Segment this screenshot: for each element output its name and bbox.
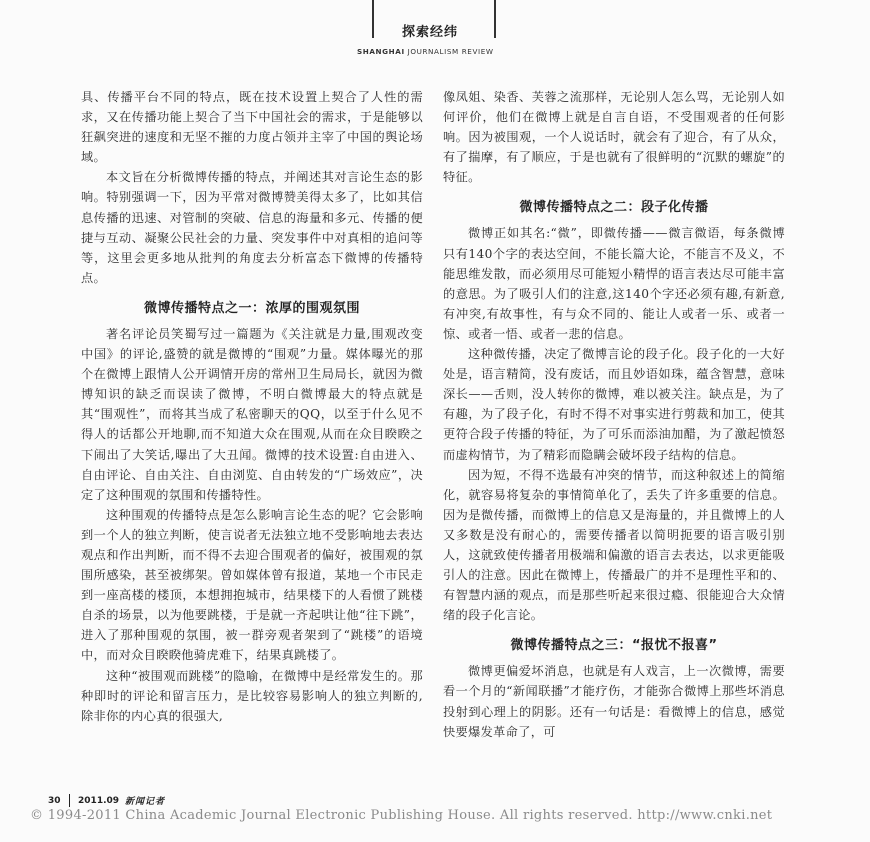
journal-subtitle-rest: JOURNALISM REVIEW bbox=[404, 47, 494, 56]
paragraph: 微博更偏爱坏消息，也就是有人戏言，上一次微博，需要看一个月的“新闻联播”才能疗伤，才能弥合微博上那些坏消息投射到心理上的阴影。还有一句话是：看微博上的信息，感觉快要爆发革命了，可 bbox=[443, 664, 785, 739]
right-column bbox=[443, 87, 785, 742]
paragraph: 本文旨在分析微博传播的特点，并阐述其对言论生态的影响。特别强调一下，因为平常对微博赞美得太多了，比如其信息传播的迅速、对管制的突破、信息的海量和多元、传播的便捷与互动、凝聚公民社会的力量、突发事件中对真相的追问等等，这里会更多地从批判的角度去分析富态下微博的传播特点。 bbox=[81, 170, 423, 285]
section-title: 探索经纬 bbox=[402, 25, 459, 40]
issue-date: 2011.09 bbox=[78, 795, 120, 806]
page-footer bbox=[48, 794, 165, 807]
page-number: 30 bbox=[48, 795, 61, 806]
paragraph: 像凤姐、染香、芙蓉之流那样，无论别人怎么骂，无论别人如何评价，他们在微博上就是自言自语，不受围观者的任何影响。因为被围观，一个人说话时，就会有了迎合，有了从众，有了揣摩，有了顺应，于是也就有了很鲜明的“沉默的螺旋”的特征。 bbox=[443, 90, 785, 185]
section-heading: 微博传播特点之二：段子化传播 bbox=[519, 200, 709, 216]
journal-name: 新闻记者 bbox=[125, 797, 166, 807]
section-heading: 微博传播特点之三：“报忧不报喜” bbox=[510, 638, 718, 654]
paragraph: 这种围观的传播特点是怎么影响言论生态的呢？它会影响到一个人的独立判断，使言说者无法独立地不受影响地去表达观点和作出判断，而不得不去迎合围观者的偏好，被围观的氛围所感染，甚至被绑架。曾如媒体曾有报道，某地一个市民走到一座高楼的楼顶，本想拥抱城市，结果楼下的人看惯了跳楼自杀的场景，以为他要跳楼，于是就一齐起哄让他“往下跳”，进入了那种围观的氛围，被一群旁观者架到了“跳楼”的语境中，而对众目睽睽他骑虎难下，结果真跳楼了。 bbox=[81, 507, 423, 663]
paragraph: 著名评论员笑蜀写过一篇题为《关注就是力量,围观改变中国》的评论,盛赞的就是微博的“围观”力量。媒体曝光的那个在微博上跟情人公开调情开房的常州卫生局局长，就因为微博知识的缺乏而误读了微博，不明白微博最大的特点就是其“围观性”，而将其当成了私密聊天的QQ，以至于什么见不得人的话都公开地聊,而不知道大众在围观,从而在众目睽睽之下闹出了大笑话,曝出了大丑闻。微博的技术设置:自由进入、自由评论、自由关注、自由浏览、自由转发的“广场效应”，决定了这种围观的氛围和传播特性。 bbox=[81, 326, 423, 502]
journal-subtitle bbox=[357, 47, 494, 56]
journal-subtitle-bold: SHANGHAI bbox=[357, 47, 405, 56]
paragraph: 因为短，不得不选最有冲突的情节，而这种叙述上的简缩化，就容易将复杂的事情简单化了，丢失了许多重要的信息。因为是微传播，而微博上的信息又是海量的，并且微博上的人又多数是没有耐心的，需要传播者以简明扼要的语言吸引别人，这就致使传播者用极端和偏激的语言去表达，以求更能吸引人的注意。因此在微博上，传播最广的并不是理性平和的、有智慧内涵的观点，而是那些听起来很过瘾、很能迎合大众情绪的段子化言论。 bbox=[443, 467, 785, 623]
footer-divider bbox=[69, 794, 71, 807]
copyright-notice: © 1994-2011 China Academic Journal Electronic Publishing House. All rights reserved. http://www.cnki.net bbox=[30, 808, 773, 823]
header-divider-left bbox=[372, 0, 374, 38]
paragraph: 微博正如其名:“微”，即微传播——微言微语，每条微博只有140个字的表达空间，不能长篇大论，不能言不及义，不能思维发散，而必须用尽可能短小精悍的语言表达尽可能丰富的意思。为了吸引人们的注意,这140个字还必须有趣,有新意,有冲突,有故事性，有与众不同的、能让人或者一乐、或者一惊、或者一悟、或者一悲的信息。 bbox=[443, 226, 785, 341]
left-column bbox=[81, 87, 423, 726]
paragraph: 这种微传播，决定了微博言论的段子化。段子化的一大好处是，语言精简，没有废话，而且妙语如珠，蕴含智慧，意味深长——舌则，没人转你的微博，难以被关注。缺点是，为了有趣，为了段子化，有时不得不对事实进行剪裁和加工，使其更符合段子传播的特征，为了可乐而添油加醋，为了激起愤怒而虚构情节，为了精彩而隐瞒会破坏段子结构的信息。 bbox=[443, 347, 785, 462]
header-divider-right bbox=[494, 0, 496, 38]
paragraph: 这种“被围观而跳楼”的隐喻，在微博中是经常发生的。那种即时的评论和留言压力，是比较容易影响人的独立判断的,除非你的内心真的很强大, bbox=[81, 668, 423, 723]
section-heading: 微博传播特点之一：浓厚的围观氛围 bbox=[143, 300, 360, 316]
paragraph: 具、传播平台不同的特点，既在技术设置上契合了人性的需求，又在传播功能上契合了当下中国社会的需求，于是能够以狂飙突进的速度和无坚不摧的力度占领并主宰了中国的舆论场域。 bbox=[81, 90, 423, 165]
